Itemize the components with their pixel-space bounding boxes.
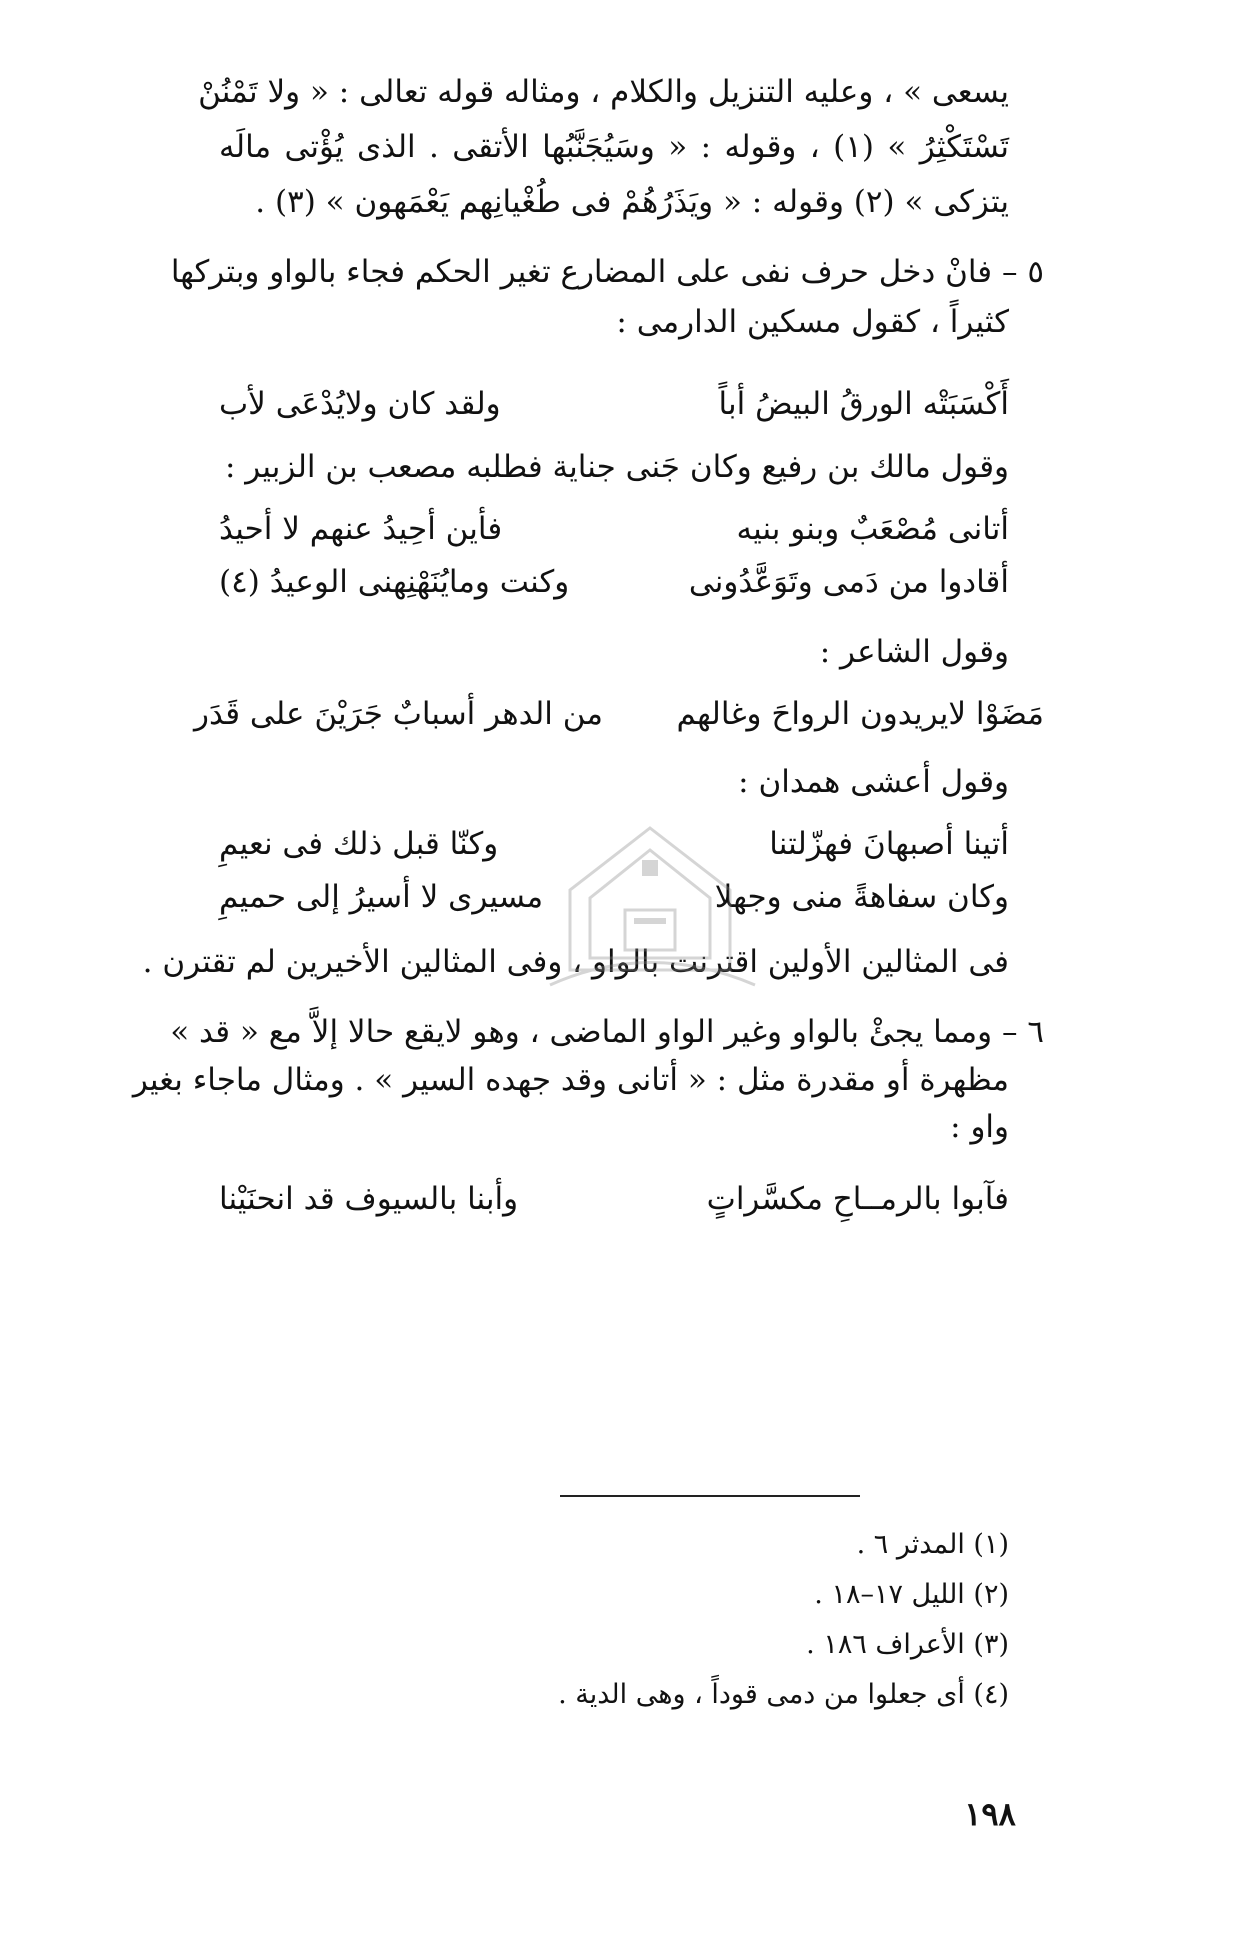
footnote-4: (٤) أى جعلوا من دمى قوداً ، وهى الدية .	[558, 1679, 1009, 1710]
footnote-1: (١) المدثر ٦ .	[856, 1529, 1009, 1560]
footnote-2: (٢) الليل ١٧–١٨ .	[814, 1579, 1009, 1610]
footnote-3: (٣) الأعراف ١٨٦ .	[806, 1629, 1009, 1660]
verse-1-first-hemistich: أَكْسَبَتْه الورقُ البيضُ أباً	[718, 386, 1009, 422]
watermark-emblem-icon	[530, 820, 770, 1000]
verse-2b-second-hemistich: وكنت ومايُنَهْنِهنى الوعيدُ (٤)	[219, 564, 570, 600]
verse-5-second-hemistich: وأبنا بالسيوف قد انحنَيْنا	[219, 1181, 519, 1217]
verse-4a-first-hemistich: أتينا أصبهانَ فهزّلتنا	[769, 826, 1009, 862]
text-line-aasha: وقول أعشى همدان :	[738, 764, 1009, 800]
verse-2b-first-hemistich: أقادوا من دَمى وتَوَعَّدُونى	[688, 564, 1009, 600]
verse-4a-second-hemistich: وكنّا قبل ذلك فى نعيمِ	[219, 826, 499, 862]
section-6-line-2: مظهرة أو مقدرة مثل : « أتانى وقد جهده السير » . ومثال ماجاء بغير	[132, 1062, 1009, 1098]
text-line-malik: وقول مالك بن رفيع وكان جَنى جناية فطلبه مصعب بن الزبير :	[224, 449, 1009, 485]
verse-2b	[219, 558, 1009, 606]
verse-2a-first-hemistich: أتانى مُصْعَبٌ وبنو بنيه	[736, 511, 1009, 547]
section-6-line-1: ٦ – ومما يجئْ بالواو وغير الواو الماضى ، وهو لايقع حالا إلاَّ مع « قد »	[170, 1014, 1044, 1050]
section-6-line-3: واو :	[950, 1109, 1009, 1145]
verse-4b-first-hemistich: وكان سفاهةً منى وجهلا	[714, 879, 1009, 915]
verse-3-first-hemistich: مَضَوْا لايريدون الرواحَ وغالهم	[676, 696, 1044, 732]
verse-2a	[219, 505, 1009, 553]
text-line-2: تَسْتَكْثِرُ » (١) ، وقوله : « وسَيُجَنَّبُها الأتقى . الذى يُؤْتى مالَه	[219, 129, 1009, 165]
verse-2a-second-hemistich: فأين أحِيدُ عنهم لا أحيدُ	[219, 511, 503, 547]
section-5-line-1: ٥ – فانْ دخل حرف نفى على المضارع تغير الحكم فجاء بالواو وبتركها	[170, 254, 1044, 290]
text-line-1: يسعى » ، وعليه التنزيل والكلام ، ومثاله قوله تعالى : « ولا تَمْنُنْ	[198, 74, 1009, 110]
verse-5-first-hemistich: فآبوا بالرمــاحِ مكسَّراتٍ	[706, 1181, 1009, 1217]
verse-4b-second-hemistich: مسيرى لا أسيرُ إلى حميمِ	[219, 879, 544, 915]
verse-3	[194, 690, 1044, 738]
page-number: ١٩٨	[964, 1795, 1016, 1833]
verse-1	[219, 380, 1009, 428]
verse-5	[219, 1175, 1009, 1223]
footnote-divider	[560, 1495, 860, 1497]
text-line-summary: فى المثالين الأولين اقترنت بالواو ، وفى المثالين الأخيرين لم تقترن .	[142, 944, 1009, 980]
verse-3-second-hemistich: من الدهر أسبابٌ جَرَيْنَ على قَدَر	[194, 696, 603, 732]
verse-1-second-hemistich: ولقد كان ولايُدْعَى لأب	[219, 386, 501, 422]
section-5-line-2: كثيراً ، كقول مسكين الدارمى :	[616, 304, 1009, 340]
text-line-shaer: وقول الشاعر :	[819, 634, 1009, 670]
text-line-3: يتزكى » (٢) وقوله : « ويَذَرُهُمْ فى طُغْيانِهم يَعْمَهون » (٣) .	[255, 184, 1009, 220]
